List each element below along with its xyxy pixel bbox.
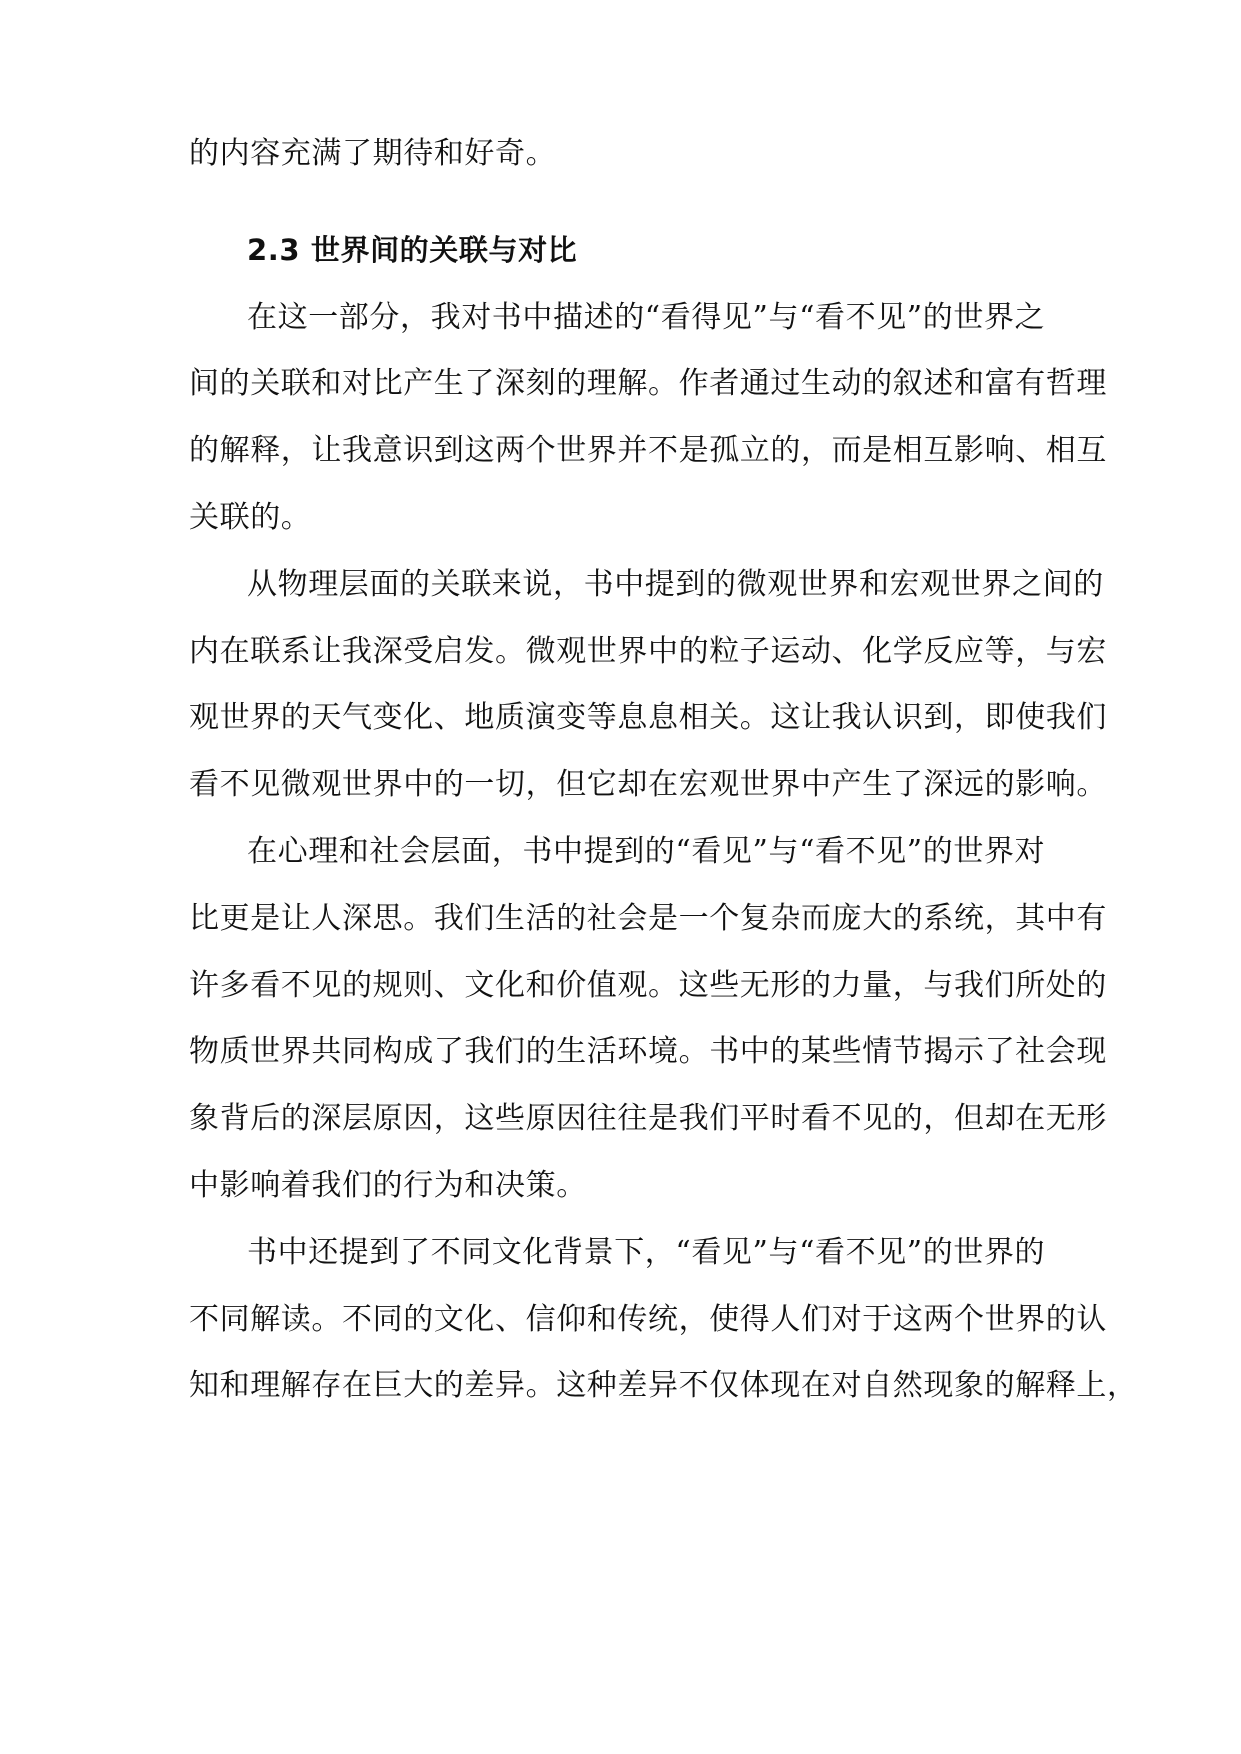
paragraph-line: 观世界的天气变化、地质演变等息息相关。这让我认识到，即使我们 bbox=[189, 700, 1107, 735]
paragraph-line: 看不见微观世界中的一切，但它却在宏观世界中产生了深远的影响。 bbox=[189, 767, 1107, 802]
paragraph-line: 不同解读。不同的文化、信仰和传统，使得人们对于这两个世界的认 bbox=[189, 1302, 1107, 1337]
paragraph-line: 的内容充满了期待和好奇。 bbox=[189, 136, 557, 171]
paragraph-line: 象背后的深层原因，这些原因往往是我们平时看不见的，但却在无形 bbox=[189, 1101, 1107, 1136]
paragraph-line: 间的关联和对比产生了深刻的理解。作者通过生动的叙述和富有哲理 bbox=[189, 366, 1107, 401]
paragraph-line: 内在联系让我深受启发。微观世界中的粒子运动、化学反应等，与宏 bbox=[189, 634, 1107, 669]
paragraph-line: 知和理解存在巨大的差异。这种差异不仅体现在对自然现象的解释上， bbox=[189, 1368, 1138, 1403]
paragraph-line: 许多看不见的规则、文化和价值观。这些无形的力量，与我们所处的 bbox=[189, 968, 1107, 1003]
paragraph-line: 的解释，让我意识到这两个世界并不是孤立的，而是相互影响、相互 bbox=[189, 433, 1107, 468]
paragraph-line: 比更是让人深思。我们生活的社会是一个复杂而庞大的系统，其中有 bbox=[189, 901, 1107, 936]
paragraph-line: 物质世界共同构成了我们的生活环境。书中的某些情节揭示了社会现 bbox=[189, 1034, 1107, 1069]
paragraph-line: 关联的。 bbox=[189, 500, 312, 535]
paragraph-line: 书中还提到了不同文化背景下，“看见”与“看不见”的世界的 bbox=[247, 1235, 1046, 1270]
section-heading: 2.3 世界间的关联与对比 bbox=[247, 233, 578, 267]
paragraph-line: 中影响着我们的行为和决策。 bbox=[189, 1168, 587, 1203]
paragraph-line: 从物理层面的关联来说，书中提到的微观世界和宏观世界之间的 bbox=[247, 567, 1104, 602]
paragraph-line: 在心理和社会层面，书中提到的“看见”与“看不见”的世界对 bbox=[247, 834, 1046, 869]
paragraph-line: 在这一部分，我对书中描述的“看得见”与“看不见”的世界之 bbox=[247, 300, 1046, 335]
